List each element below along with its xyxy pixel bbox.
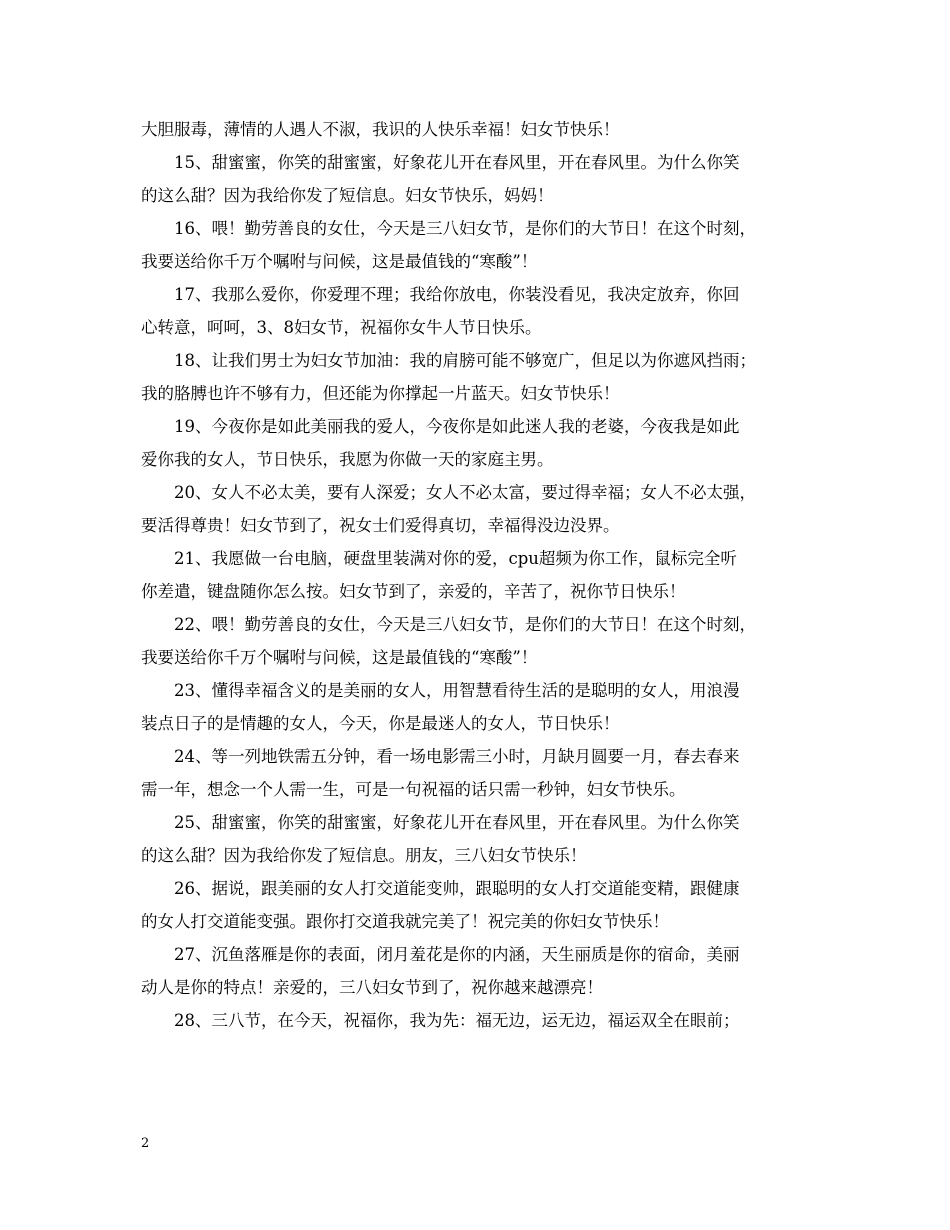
- text-line: 我要送给你千万个嘱咐与问候，这是最值钱的“寒酸”！: [141, 252, 538, 271]
- text-line: 16、喂！勤劳善良的女仕，今天是三八妇女节，是你们的大节日！在这个时刻，: [174, 219, 756, 238]
- text-line: 26、据说，跟美丽的女人打交道能变帅，跟聪明的女人打交道能变精，跟健康: [174, 879, 740, 898]
- text-line: 25、甜蜜蜜，你笑的甜蜜蜜，好象花儿开在春风里，开在春风里。为什么你笑: [174, 813, 740, 832]
- text-line: 我要送给你千万个嘱咐与问候，这是最值钱的“寒酸”！: [141, 648, 538, 667]
- text-line: 20、女人不必太美，要有人深爱；女人不必太富，要过得幸福；女人不必太强，: [174, 483, 756, 502]
- text-line: 17、我那么爱你，你爱理不理；我给你放电，你装没看见，我决定放弃，你回: [174, 285, 740, 304]
- text-line: 19、今夜你是如此美丽我的爱人，今夜你是如此迷人我的老婆，今夜我是如此: [174, 417, 740, 436]
- text-line: 23、懂得幸福含义的是美丽的女人，用智慧看待生活的是聪明的女人，用浪漫: [174, 681, 740, 700]
- text-line: 的这么甜？因为我给你发了短信息。朋友，三八妇女节快乐！: [141, 846, 587, 865]
- text-line: 21、我愿做一台电脑，硬盘里装满对你的爱，cpu超频为你工作，鼠标完全听: [174, 549, 737, 568]
- text-line: 24、等一列地铁需五分钟，看一场电影需三小时，月缺月圆要一月，春去春来: [174, 747, 740, 766]
- text-line: 的女人打交道能变强。跟你打交道我就完美了！祝完美的你妇女节快乐！: [141, 912, 669, 931]
- text-line: 28、三八节，在今天，祝福你，我为先：福无边，运无边，福运双全在眼前；: [174, 1011, 740, 1030]
- text-line: 装点日子的是情趣的女人，今天，你是最迷人的女人，节日快乐！: [141, 714, 620, 733]
- text-line: 18、让我们男士为妇女节加油：我的肩膀可能不够宽广，但足以为你遮风挡雨；: [174, 351, 756, 370]
- text-line: 心转意，呵呵，3、8妇女节，祝福你女牛人节日快乐。: [141, 318, 542, 337]
- text-line: 22、喂！勤劳善良的女仕，今天是三八妇女节，是你们的大节日！在这个时刻，: [174, 615, 756, 634]
- text-line: 需一年，想念一个人需一生，可是一句祝福的话只需一秒钟，妇女节快乐。: [141, 780, 686, 799]
- text-line: 要活得尊贵！妇女节到了，祝女士们爱得真切，幸福得没边没界。: [141, 516, 620, 535]
- document-body: [141, 113, 831, 1037]
- text-line: 爱你我的女人，节日快乐，我愿为你做一天的家庭主男。: [141, 450, 554, 469]
- text-line: 你差遣，键盘随你怎么按。妇女节到了，亲爱的，辛苦了，祝你节日快乐！: [141, 582, 686, 601]
- text-line: 大胆服毒，薄情的人遇人不淑，我识的人快乐幸福！妇女节快乐！: [141, 120, 620, 139]
- text-line: 的这么甜？因为我给你发了短信息。妇女节快乐，妈妈！: [141, 186, 554, 205]
- page-number: 2: [141, 1136, 150, 1151]
- text-line: 动人是你的特点！亲爱的，三八妇女节到了，祝你越来越漂亮！: [141, 978, 603, 997]
- text-line: 我的胳膊也许不够有力，但还能为你撑起一片蓝天。妇女节快乐！: [141, 384, 620, 403]
- text-line: 27、沉鱼落雁是你的表面，闭月羞花是你的内涵，天生丽质是你的宿命，美丽: [174, 945, 740, 964]
- text-line: 15、甜蜜蜜，你笑的甜蜜蜜，好象花儿开在春风里，开在春风里。为什么你笑: [174, 153, 740, 172]
